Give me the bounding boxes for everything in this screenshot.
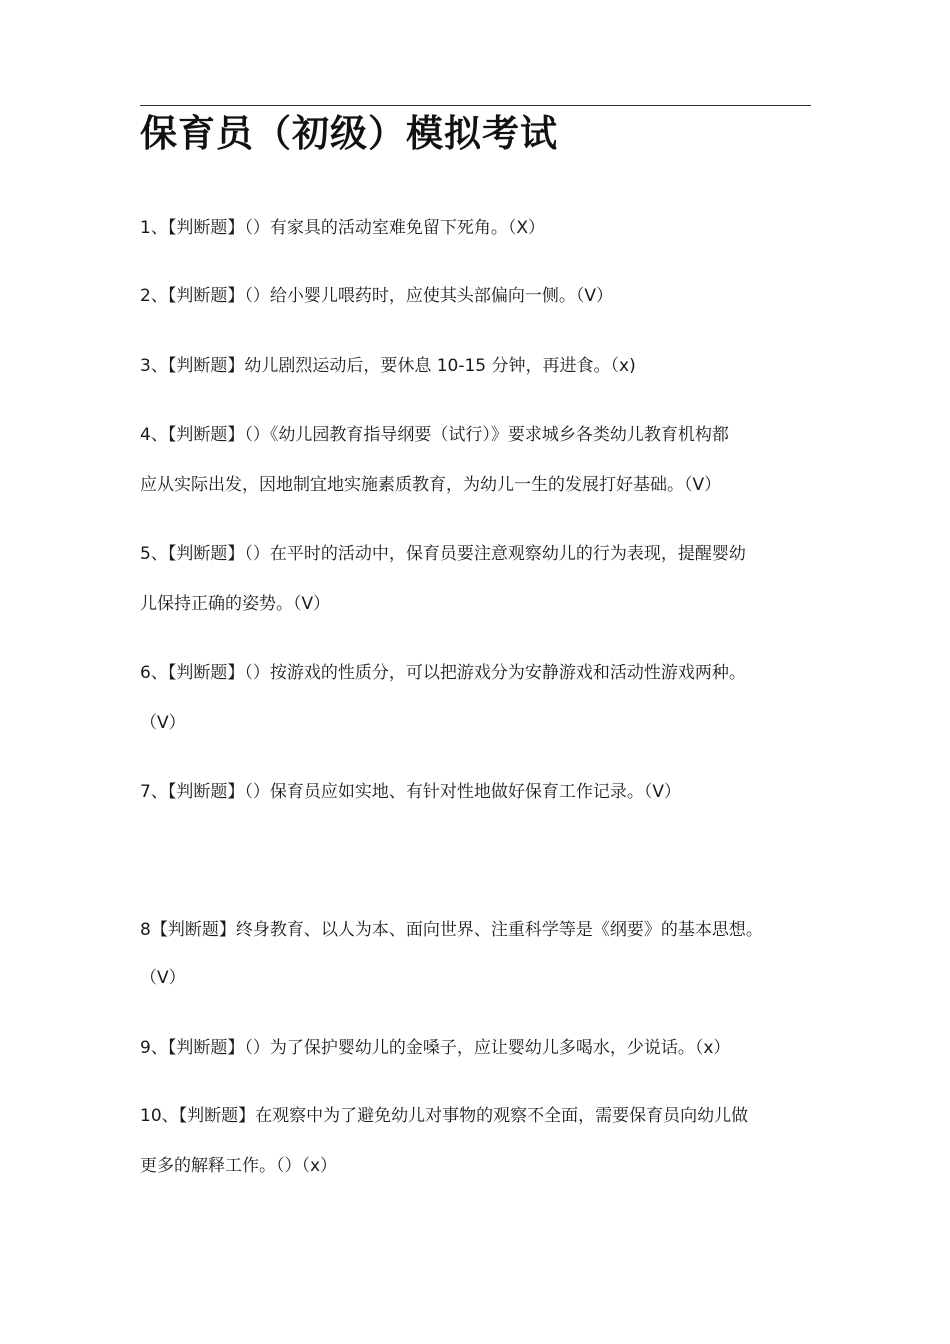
question-text: 4、【判断题】（）《幼儿园教育指导纲要（试行）》要求城乡各类幼儿教育机构都 [140,425,729,445]
question-text: 1、【判断题】（）有家具的活动室难免留下死角。（X） [140,218,545,238]
question-text: 9、【判断题】（）为了保护婴幼儿的金嗓子，应让婴幼儿多喝水，少说话。（x） [140,1038,731,1058]
question-text: 6、【判断题】（）按游戏的性质分，可以把游戏分为安静游戏和活动性游戏两种。 [140,663,746,683]
question-text-continued: 儿保持正确的姿势。（V） [140,594,331,614]
question-text: 7、【判断题】（）保育员应如实地、有针对性地做好保育工作记录。（V） [140,782,681,802]
question-text-continued: 应从实际出发，因地制宜地实施素质教育，为幼儿一生的发展打好基础。（V） [140,475,722,495]
question-text-continued: 更多的解释工作。（）（x） [140,1156,338,1176]
header-rule [140,105,811,106]
question-text: 8【判断题】终身教育、以人为本、面向世界、注重科学等是《纲要》的基本思想。 [140,920,763,940]
question-text-continued: （V） [140,968,186,988]
question-text: 5、【判断题】（）在平时的活动中，保育员要注意观察幼儿的行为表现，提醒婴幼 [140,544,746,564]
question-text: 2、【判断题】（）给小婴儿喂药时，应使其头部偏向一侧。（V） [140,286,613,306]
document-title: 保育员（初级）模拟考试 [140,112,558,155]
question-text-continued: （V） [140,713,186,733]
question-text: 3、【判断题】幼儿剧烈运动后，要休息 10-15 分钟，再进食。（x) [140,356,636,376]
question-text: 10、【判断题】在观察中为了避免幼儿对事物的观察不全面，需要保育员向幼儿做 [140,1106,749,1126]
